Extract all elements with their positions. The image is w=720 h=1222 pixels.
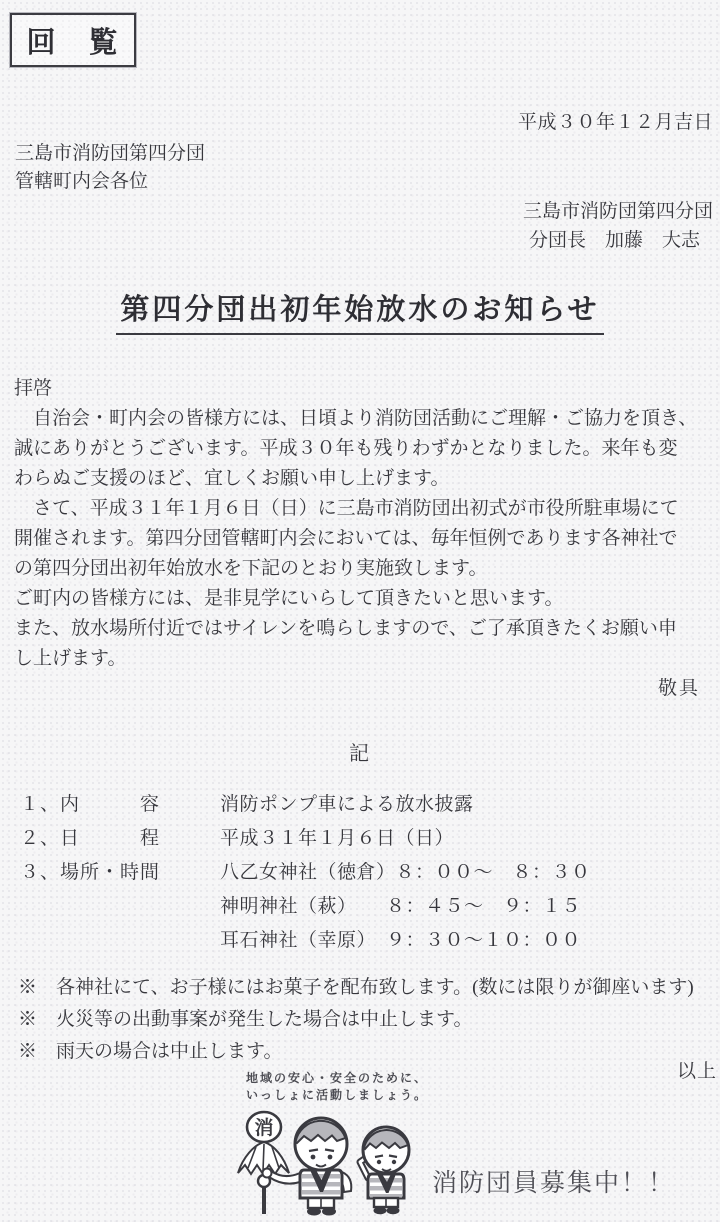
issue-date: 平成３０年１２月吉日 — [517, 112, 713, 133]
body-line: ご町内の皆様方には、是非見学にいらして頂きたいと思います。 — [14, 588, 564, 609]
detail-row-content — [20, 788, 591, 822]
sender-chief-name: 分団長 加藤 大志 — [528, 230, 700, 251]
addressee-block — [15, 140, 205, 196]
addressee-line1: 三島市消防団第四分団 — [15, 143, 206, 164]
addressee-line2: 管轄町内会各位 — [15, 171, 149, 192]
slogan-line2: いっしょに活動しましょう。 — [246, 1088, 429, 1102]
body-line: わらぬご支援のほど、宜しくお願い申し上げます。 — [14, 468, 450, 489]
detail-label: ２、日 程 — [20, 828, 161, 849]
note-line: ※ 各神社にて、お子様にはお菓子を配布致します。(数には限りが御座います) — [18, 977, 694, 998]
sender-block — [523, 197, 713, 255]
body-line: また、放水場所付近ではサイレンを鳴らしますので、ご了承頂きたくお願い申 — [14, 618, 677, 639]
end-label-ijou: 以上 — [676, 1061, 717, 1082]
detail-label — [20, 924, 220, 958]
detail-value: 平成３１年１月６日（日） — [220, 828, 455, 849]
body-line: し上げます。 — [14, 648, 127, 669]
detail-row-place-time-2 — [20, 890, 591, 924]
detail-label: １、内 容 — [20, 794, 161, 815]
detail-label: ３、場所・時間 — [20, 862, 161, 883]
footer-slogan — [246, 1070, 428, 1104]
body-text — [14, 374, 708, 674]
body-line: 自治会・町内会の皆様方には、日頃より消防団活動にご理解・ご協力を頂き、 — [14, 408, 698, 429]
detail-row-date — [20, 822, 591, 856]
details-list — [20, 788, 591, 958]
detail-value: 耳石神社（幸原） ９：３０～１０：００ — [220, 930, 582, 951]
body-line: さて、平成３１年１月６日（日）に三島市消防団出初式が市役所駐車場にて — [14, 498, 679, 519]
detail-value: 消防ポンプ車による放水披露 — [220, 794, 474, 815]
detail-label — [20, 890, 220, 924]
matoi-standard-icon — [238, 1112, 289, 1214]
note-line: ※ 火災等の出動事案が発生した場合は中止します。 — [18, 1009, 473, 1030]
body-line: 誠にありがとうございます。平成３０年も残りわずかとなりました。来年も変 — [14, 438, 678, 459]
note-line: ※ 雨天の場合は中止します。 — [18, 1041, 283, 1062]
firefighter-mascots-illustration — [226, 1110, 418, 1216]
recruitment-banner: 消防団員募集中！！ — [432, 1169, 676, 1197]
body-line: の第四分団出初年始放水を下記のとおり実施致します。 — [14, 558, 488, 579]
closing-keigu: 敬具 — [657, 678, 700, 699]
slogan-line1: 地域の安心・安全のために、 — [246, 1071, 429, 1085]
record-heading: 記 — [349, 743, 371, 765]
detail-row-place-time-3 — [20, 924, 591, 958]
kairan-label: 回 覧 — [26, 26, 120, 59]
matoi-kanji: 消 — [254, 1118, 274, 1139]
detail-value: 八乙女神社（徳倉）８：００～ ８：３０ — [220, 862, 591, 883]
notes-list — [18, 972, 694, 1068]
firefighter-girl-saluting — [360, 1127, 409, 1214]
sender-organization: 三島市消防団第四分団 — [522, 201, 713, 222]
notice-title: 第四分団出初年始放水のお知らせ — [0, 287, 720, 335]
body-line: 拝啓 — [14, 378, 53, 399]
detail-row-place-time-1 — [20, 856, 591, 890]
detail-value: 神明神社（萩） ８：４５～ ９：１５ — [220, 896, 582, 917]
body-line: 開催されます。第四分団管轄町内会においては、毎年恒例であります各神社で — [14, 528, 678, 549]
kairan-circulation-stamp — [10, 13, 136, 67]
